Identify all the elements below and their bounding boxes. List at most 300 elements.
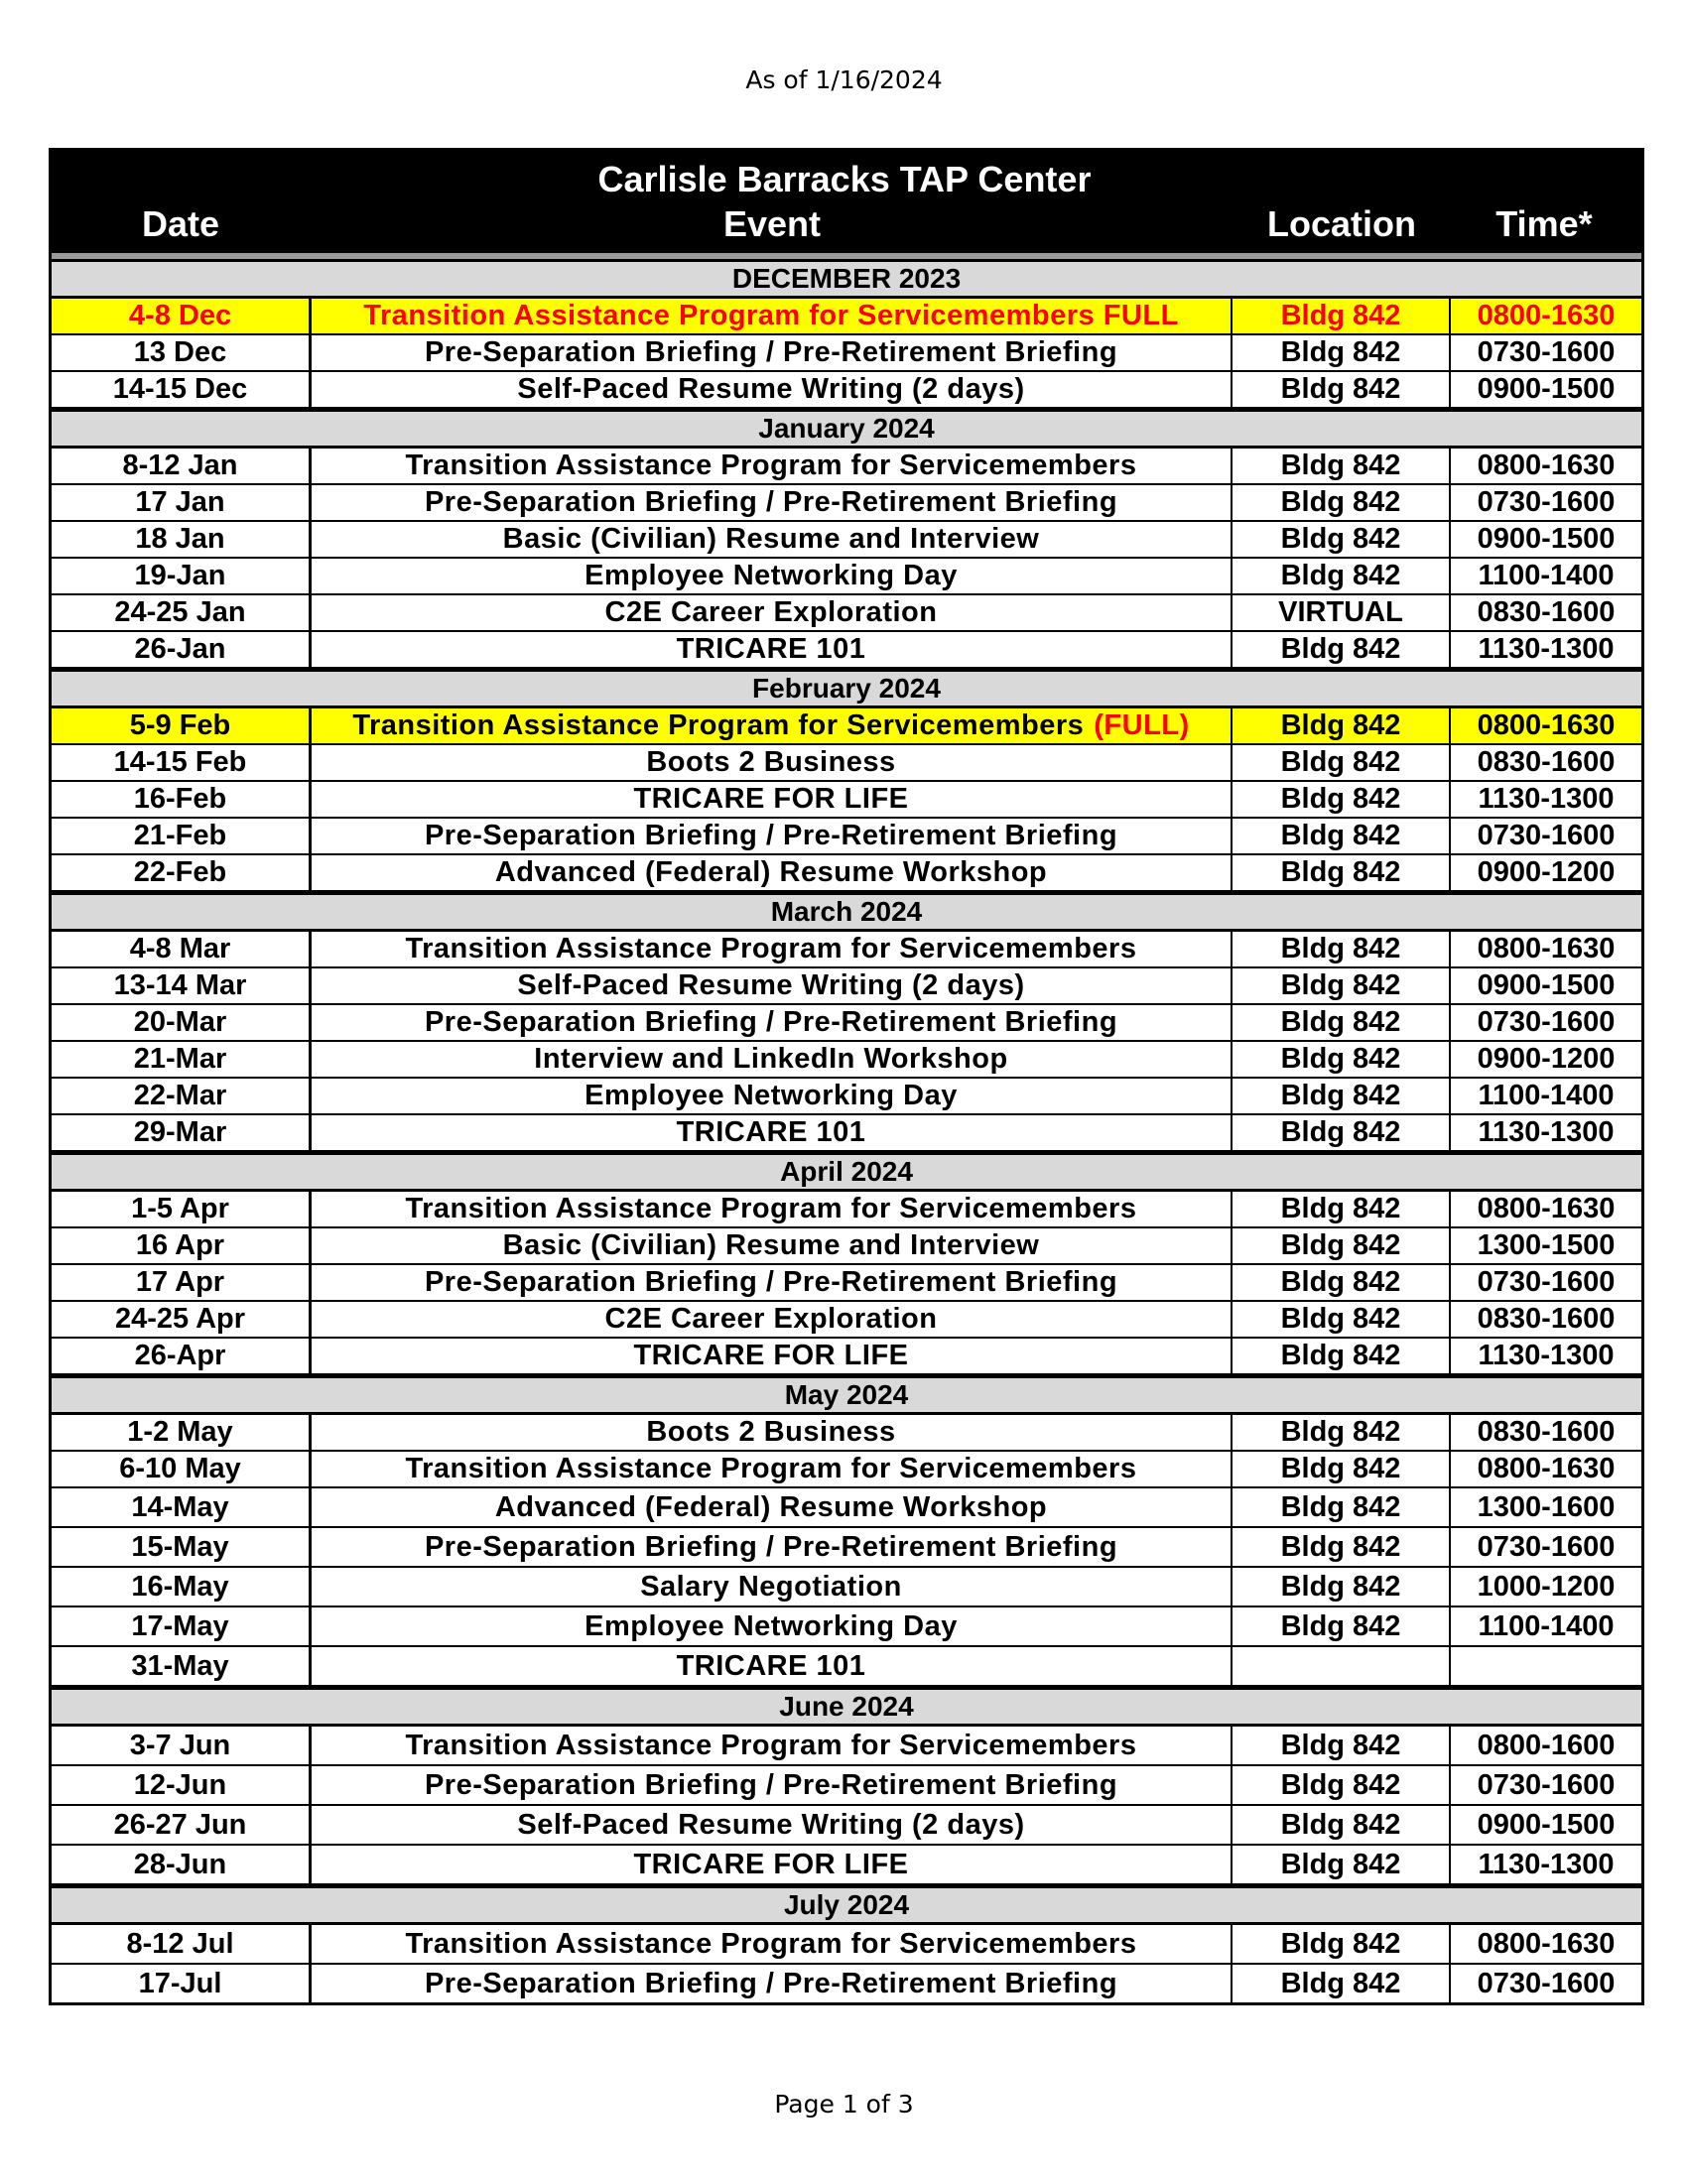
location-cell-text: Bldg 842 — [1280, 1080, 1401, 1111]
location-cell-text: Bldg 842 — [1280, 336, 1401, 368]
location-cell-text: Bldg 842 — [1280, 373, 1401, 405]
date-cell — [52, 1846, 312, 1883]
table-row — [52, 632, 1641, 669]
time-cell-text: 1100-1400 — [1478, 560, 1615, 591]
table-row — [52, 1647, 1641, 1687]
date-cell-text: 26-27 Jun — [113, 1808, 247, 1841]
date-cell — [52, 485, 312, 520]
date-cell — [52, 299, 312, 333]
time-cell — [1451, 632, 1641, 667]
time-cell-text: 0800-1630 — [1477, 450, 1616, 481]
date-cell-text: 18 Jan — [135, 523, 225, 555]
table-row — [52, 1607, 1641, 1647]
location-cell-text: Bldg 842 — [1280, 1193, 1401, 1224]
date-cell-text: 17 Apr — [135, 1266, 225, 1298]
location-cell — [1233, 1528, 1451, 1566]
time-cell — [1451, 1647, 1641, 1685]
table-row — [52, 1846, 1641, 1885]
table-row — [52, 335, 1641, 372]
event-cell — [312, 1647, 1233, 1685]
table-row — [52, 1005, 1641, 1042]
date-cell-text: 13-14 Mar — [113, 969, 247, 1001]
time-cell — [1451, 1925, 1641, 1963]
date-cell — [52, 1415, 312, 1450]
date-cell — [52, 372, 312, 407]
date-cell — [52, 1488, 312, 1526]
event-cell — [312, 335, 1233, 370]
date-cell — [52, 1228, 312, 1263]
location-cell-text: Bldg 842 — [1280, 1416, 1401, 1448]
event-cell — [312, 782, 1233, 817]
event-cell-text: Basic (Civilian) Resume and Interview — [502, 523, 1040, 555]
table-row — [52, 1079, 1641, 1115]
location-cell — [1233, 1965, 1451, 2002]
time-cell-text: 0730-1600 — [1477, 1006, 1616, 1038]
date-cell-text: 16 Apr — [135, 1229, 225, 1261]
date-cell-text: 8-12 Jul — [126, 1927, 234, 1960]
event-cell — [312, 1005, 1233, 1040]
location-cell — [1233, 559, 1451, 593]
date-cell-text: 8-12 Jan — [122, 450, 238, 481]
location-cell — [1233, 708, 1451, 743]
event-cell-text: Pre-Separation Briefing / Pre-Retirement Briefing — [424, 1006, 1118, 1038]
time-cell — [1451, 1005, 1641, 1040]
date-cell — [52, 819, 312, 853]
event-cell-text: Pre-Separation Briefing / Pre-Retirement Briefing — [424, 820, 1118, 851]
table-row — [52, 1228, 1641, 1265]
time-cell-text: 1130-1300 — [1478, 1340, 1615, 1371]
location-cell — [1233, 1339, 1451, 1373]
time-cell-text: 0800-1630 — [1477, 300, 1616, 331]
event-cell-text: Transition Assistance Program for Servicemembers — [352, 709, 1085, 741]
table-row — [52, 485, 1641, 522]
event-cell-text: Transition Assistance Program for Servicemembers — [405, 1927, 1137, 1960]
location-cell-text: Bldg 842 — [1280, 1229, 1401, 1261]
time-cell — [1451, 1806, 1641, 1844]
date-cell — [52, 1042, 312, 1077]
time-cell — [1451, 1339, 1641, 1373]
event-cell-text: Transition Assistance Program for Servicemembers — [405, 933, 1137, 964]
table-row — [52, 932, 1641, 968]
time-cell-text: 0800-1630 — [1477, 709, 1616, 741]
location-cell-text: Bldg 842 — [1280, 560, 1401, 591]
event-cell-text: Pre-Separation Briefing / Pre-Retirement Briefing — [424, 1768, 1118, 1801]
date-cell-text: 17-Jul — [138, 1967, 222, 1999]
date-cell — [52, 1727, 312, 1764]
location-cell — [1233, 372, 1451, 407]
event-cell — [312, 1115, 1233, 1150]
month-header: July 2024 — [52, 1885, 1641, 1925]
month-header: January 2024 — [52, 409, 1641, 449]
event-cell-text: Basic (Civilian) Resume and Interview — [502, 1229, 1040, 1261]
location-cell — [1233, 1228, 1451, 1263]
table-row — [52, 782, 1641, 819]
location-cell-text: VIRTUAL — [1278, 596, 1403, 628]
location-cell — [1233, 819, 1451, 853]
event-cell-text: TRICARE FOR LIFE — [633, 1848, 909, 1880]
date-cell — [52, 1528, 312, 1566]
time-cell — [1451, 1079, 1641, 1113]
time-cell — [1451, 1568, 1641, 1606]
event-cell-text: Self-Paced Resume Writing (2 days) — [517, 969, 1025, 1001]
time-cell — [1451, 1192, 1641, 1226]
date-cell — [52, 559, 312, 593]
time-cell-text: 1000-1200 — [1477, 1570, 1616, 1603]
date-cell — [52, 1925, 312, 1963]
event-cell-text: C2E Career Exploration — [604, 596, 938, 628]
date-cell-text: 14-May — [131, 1490, 229, 1523]
time-cell-text: 0730-1600 — [1477, 336, 1616, 368]
date-cell — [52, 1079, 312, 1113]
location-cell-text: Bldg 842 — [1280, 1927, 1401, 1960]
event-cell — [312, 1846, 1233, 1883]
column-header-date: Date — [141, 203, 220, 244]
event-cell-text: Pre-Separation Briefing / Pre-Retirement Briefing — [424, 1530, 1118, 1563]
time-cell-text: 0830-1600 — [1477, 1303, 1616, 1335]
event-cell-text: Transition Assistance Program for Servicemembers — [405, 1729, 1137, 1761]
date-cell — [52, 335, 312, 370]
time-cell-text: 1130-1300 — [1478, 1116, 1615, 1148]
date-cell-text: 13 Dec — [133, 336, 227, 368]
time-cell — [1451, 855, 1641, 890]
time-cell-text: 0900-1200 — [1477, 856, 1616, 888]
event-cell-text: TRICARE 101 — [676, 1649, 866, 1682]
event-cell — [312, 1925, 1233, 1963]
event-cell — [312, 522, 1233, 557]
date-cell-text: 1-2 May — [127, 1416, 233, 1448]
table-row — [52, 449, 1641, 485]
location-cell-text: Bldg 842 — [1280, 1808, 1401, 1841]
location-cell-text: Bldg 842 — [1280, 1490, 1401, 1523]
location-cell — [1233, 1115, 1451, 1150]
event-cell — [312, 1339, 1233, 1373]
date-cell-text: 1-5 Apr — [131, 1193, 229, 1224]
table-row — [52, 372, 1641, 409]
date-cell — [52, 1568, 312, 1606]
date-cell — [52, 595, 312, 630]
event-cell-text: TRICARE 101 — [676, 1116, 866, 1148]
table-row — [52, 1192, 1641, 1228]
location-cell — [1233, 299, 1451, 333]
date-cell-text: 4-8 Dec — [128, 300, 232, 331]
event-cell — [312, 559, 1233, 593]
time-cell — [1451, 1607, 1641, 1645]
table-row — [52, 1488, 1641, 1528]
table-row — [52, 1042, 1641, 1079]
column-header-event: Event — [722, 203, 822, 244]
event-cell-text: Transition Assistance Program for Servicemembers — [405, 1453, 1137, 1484]
location-cell — [1233, 782, 1451, 817]
location-cell — [1233, 1568, 1451, 1606]
event-cell-text: Self-Paced Resume Writing (2 days) — [517, 373, 1025, 405]
time-cell — [1451, 745, 1641, 780]
time-cell — [1451, 559, 1641, 593]
event-cell — [312, 372, 1233, 407]
time-cell-text: 1130-1300 — [1478, 783, 1615, 815]
date-cell-text: 21-Feb — [133, 820, 227, 851]
event-cell-text: TRICARE 101 — [676, 633, 866, 665]
table-row — [52, 1568, 1641, 1607]
table-row — [52, 1528, 1641, 1568]
event-cell — [312, 485, 1233, 520]
time-cell-text: 0830-1600 — [1477, 746, 1616, 778]
table-row — [52, 708, 1641, 745]
time-cell — [1451, 708, 1641, 743]
time-cell — [1451, 1528, 1641, 1566]
time-cell — [1451, 968, 1641, 1003]
date-cell-text: 16-Feb — [133, 783, 227, 815]
event-cell-text: Boots 2 Business — [646, 746, 896, 778]
event-cell-text: TRICARE FOR LIFE — [633, 1340, 909, 1371]
table-row — [52, 1727, 1641, 1766]
event-cell — [312, 595, 1233, 630]
date-cell — [52, 932, 312, 966]
location-cell — [1233, 595, 1451, 630]
location-cell-text: Bldg 842 — [1280, 1303, 1401, 1335]
table-row — [52, 1452, 1641, 1488]
time-cell-text: 0900-1500 — [1477, 373, 1616, 405]
event-cell-text: Advanced (Federal) Resume Workshop — [494, 856, 1048, 888]
location-cell — [1233, 1806, 1451, 1844]
time-cell-text: 0730-1600 — [1477, 820, 1616, 851]
location-cell-text: Bldg 842 — [1280, 746, 1401, 778]
time-cell-text: 0730-1600 — [1477, 1266, 1616, 1298]
date-cell — [52, 1192, 312, 1226]
event-cell — [312, 1727, 1233, 1764]
time-cell — [1451, 932, 1641, 966]
event-cell-text: Transition Assistance Program for Servicemembers FULL — [363, 300, 1179, 331]
location-cell-text: Bldg 842 — [1280, 1570, 1401, 1603]
date-cell-text: 6-10 May — [119, 1453, 241, 1484]
event-cell — [312, 1766, 1233, 1804]
time-cell — [1451, 1846, 1641, 1883]
location-cell-text: Bldg 842 — [1280, 486, 1401, 518]
time-cell-text: 0800-1630 — [1477, 933, 1616, 964]
date-cell-text: 26-Apr — [134, 1340, 226, 1371]
event-cell-text: Pre-Separation Briefing / Pre-Retirement Briefing — [424, 486, 1118, 518]
event-cell — [312, 1528, 1233, 1566]
time-cell-text: 0900-1500 — [1477, 1808, 1616, 1841]
table-row — [52, 1265, 1641, 1302]
location-cell — [1233, 1079, 1451, 1113]
location-cell — [1233, 1488, 1451, 1526]
location-cell — [1233, 1925, 1451, 1963]
time-cell — [1451, 1042, 1641, 1077]
location-cell — [1233, 968, 1451, 1003]
time-cell — [1451, 595, 1641, 630]
date-cell — [52, 1806, 312, 1844]
month-header: DECEMBER 2023 — [52, 259, 1641, 299]
event-cell-text: Pre-Separation Briefing / Pre-Retirement Briefing — [424, 336, 1118, 368]
time-cell-text: 0730-1600 — [1477, 1530, 1616, 1563]
table-row — [52, 1339, 1641, 1375]
event-cell — [312, 1302, 1233, 1337]
time-cell — [1451, 1727, 1641, 1764]
event-cell — [312, 1806, 1233, 1844]
date-cell-text: 17-May — [131, 1609, 229, 1642]
date-cell — [52, 782, 312, 817]
event-cell — [312, 1228, 1233, 1263]
location-cell-text: Bldg 842 — [1280, 1530, 1401, 1563]
event-cell-text: Transition Assistance Program for Servicemembers — [405, 1193, 1137, 1224]
location-cell-text: Bldg 842 — [1280, 633, 1401, 665]
location-cell-text: Bldg 842 — [1280, 1768, 1401, 1801]
table-row — [52, 968, 1641, 1005]
date-cell-text: 29-Mar — [133, 1116, 227, 1148]
table-row — [52, 559, 1641, 595]
event-cell-text: Employee Networking Day — [584, 1609, 958, 1642]
column-header-location: Location — [1267, 203, 1416, 244]
time-cell — [1451, 372, 1641, 407]
location-cell-text: Bldg 842 — [1280, 1043, 1401, 1075]
location-cell-text: Bldg 842 — [1280, 709, 1401, 741]
event-cell-text: Pre-Separation Briefing / Pre-Retirement Briefing — [424, 1967, 1118, 1999]
event-cell — [312, 708, 1233, 743]
date-cell — [52, 1302, 312, 1337]
location-cell — [1233, 1452, 1451, 1486]
event-cell — [312, 1415, 1233, 1450]
event-cell — [312, 1607, 1233, 1645]
time-cell — [1451, 1302, 1641, 1337]
date-cell — [52, 855, 312, 890]
date-cell-text: 14-15 Dec — [112, 373, 248, 405]
event-cell-text: Employee Networking Day — [584, 1080, 958, 1111]
event-cell — [312, 819, 1233, 853]
location-cell-text: Bldg 842 — [1280, 1609, 1401, 1642]
event-cell — [312, 932, 1233, 966]
location-cell — [1233, 632, 1451, 667]
date-cell-text: 16-May — [131, 1570, 229, 1603]
table-row — [52, 745, 1641, 782]
table-row — [52, 1415, 1641, 1452]
date-cell — [52, 1647, 312, 1685]
event-cell-text: Boots 2 Business — [646, 1416, 896, 1448]
month-header: June 2024 — [52, 1687, 1641, 1727]
month-header: February 2024 — [52, 669, 1641, 708]
location-cell-text: Bldg 842 — [1280, 969, 1401, 1001]
table-row — [52, 855, 1641, 892]
event-cell-text: Self-Paced Resume Writing (2 days) — [517, 1808, 1025, 1841]
location-cell-text: Bldg 842 — [1280, 820, 1401, 851]
table-row — [52, 595, 1641, 632]
table-row — [52, 1925, 1641, 1965]
table-row — [52, 299, 1641, 335]
time-cell — [1451, 1488, 1641, 1526]
date-cell-text: 17 Jan — [135, 486, 225, 518]
full-flag: (FULL) — [1094, 709, 1190, 741]
location-cell — [1233, 335, 1451, 370]
month-header: March 2024 — [52, 892, 1641, 932]
time-cell-text: 0730-1600 — [1477, 1967, 1616, 1999]
date-cell — [52, 1265, 312, 1300]
time-cell — [1451, 782, 1641, 817]
time-cell — [1451, 819, 1641, 853]
location-cell-text: Bldg 842 — [1280, 523, 1401, 555]
date-cell-text: 22-Mar — [133, 1080, 227, 1111]
event-cell-text: Advanced (Federal) Resume Workshop — [494, 1490, 1048, 1523]
location-cell — [1233, 1042, 1451, 1077]
time-cell — [1451, 1766, 1641, 1804]
time-cell-text: 1100-1400 — [1478, 1080, 1615, 1111]
location-cell — [1233, 1766, 1451, 1804]
date-cell-text: 20-Mar — [133, 1006, 227, 1038]
column-header-time: Time* — [1495, 203, 1593, 244]
location-cell-text: Bldg 842 — [1280, 1848, 1401, 1880]
date-cell-text: 5-9 Feb — [129, 709, 231, 741]
time-cell-text: 0900-1200 — [1477, 1043, 1616, 1075]
date-cell — [52, 708, 312, 743]
location-cell — [1233, 522, 1451, 557]
location-cell — [1233, 855, 1451, 890]
date-cell — [52, 745, 312, 780]
location-cell-text: Bldg 842 — [1280, 300, 1401, 331]
time-cell — [1451, 1228, 1641, 1263]
date-cell — [52, 1607, 312, 1645]
location-cell — [1233, 1607, 1451, 1645]
location-cell-text: Bldg 842 — [1280, 1729, 1401, 1761]
event-cell — [312, 449, 1233, 483]
time-cell-text: 1100-1400 — [1478, 1609, 1615, 1642]
time-cell-text: 0730-1600 — [1477, 1768, 1616, 1801]
time-cell-text: 0800-1630 — [1477, 1453, 1616, 1484]
time-cell — [1451, 485, 1641, 520]
location-cell-text: Bldg 842 — [1280, 1266, 1401, 1298]
table-row — [52, 819, 1641, 855]
table-header — [52, 151, 1641, 259]
location-cell-text: Bldg 842 — [1280, 1006, 1401, 1038]
event-cell — [312, 1452, 1233, 1486]
page-number: Page 1 of 3 — [774, 2090, 914, 2119]
header-divider — [52, 253, 1641, 259]
location-cell-text: Bldg 842 — [1280, 1453, 1401, 1484]
location-cell — [1233, 1846, 1451, 1883]
date-cell — [52, 522, 312, 557]
date-cell-text: 22-Feb — [133, 856, 227, 888]
location-cell — [1233, 1192, 1451, 1226]
time-cell-text: 0800-1600 — [1477, 1729, 1616, 1761]
time-cell-text: 1300-1500 — [1477, 1229, 1616, 1261]
time-cell-text: 0830-1600 — [1477, 596, 1616, 628]
event-cell-text: Employee Networking Day — [584, 560, 958, 591]
date-cell — [52, 1452, 312, 1486]
date-cell-text: 12-Jun — [133, 1768, 227, 1801]
time-cell-text: 1130-1300 — [1478, 1848, 1615, 1880]
location-cell — [1233, 745, 1451, 780]
time-cell — [1451, 1965, 1641, 2002]
table-row — [52, 1965, 1641, 2002]
event-cell-text: Transition Assistance Program for Servicemembers — [405, 450, 1137, 481]
date-cell — [52, 1005, 312, 1040]
location-cell-text: Bldg 842 — [1280, 450, 1401, 481]
location-cell-text: Bldg 842 — [1280, 1340, 1401, 1371]
event-cell — [312, 1192, 1233, 1226]
date-cell — [52, 449, 312, 483]
event-cell — [312, 1965, 1233, 2002]
time-cell-text: 1130-1300 — [1478, 633, 1615, 665]
location-cell-text: Bldg 842 — [1280, 783, 1401, 815]
time-cell — [1451, 1415, 1641, 1450]
event-cell — [312, 745, 1233, 780]
time-cell — [1451, 1265, 1641, 1300]
event-cell — [312, 1042, 1233, 1077]
event-cell-text: C2E Career Exploration — [604, 1303, 938, 1335]
date-cell-text: 24-25 Apr — [114, 1303, 246, 1335]
date-cell — [52, 1115, 312, 1150]
event-cell-text: TRICARE FOR LIFE — [633, 783, 909, 815]
time-cell — [1451, 1452, 1641, 1486]
date-cell — [52, 1965, 312, 2002]
location-cell — [1233, 1415, 1451, 1450]
